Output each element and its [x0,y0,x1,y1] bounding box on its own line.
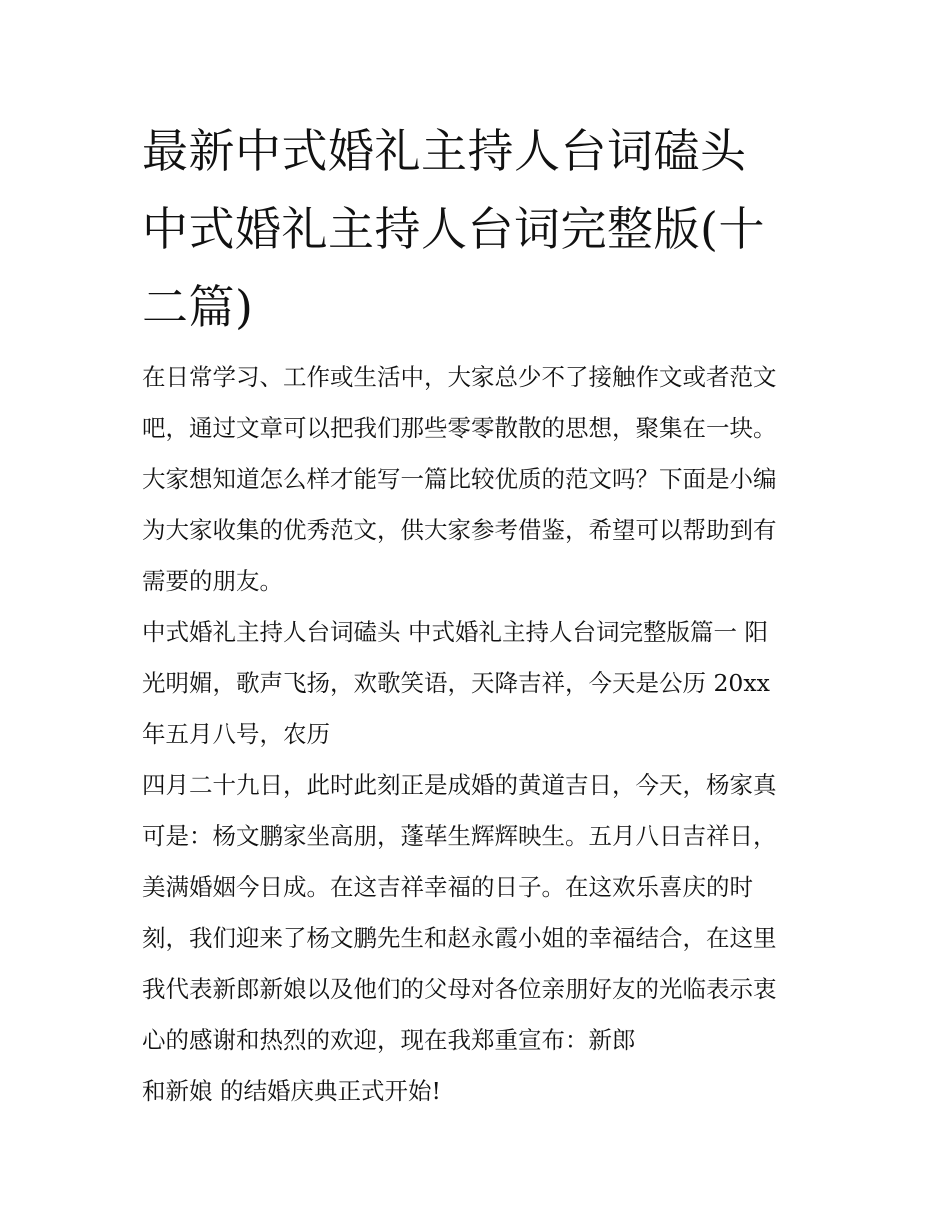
body-line: 中式婚礼主持人台词磕头 中式婚礼主持人台词完整版篇一 阳 [142,618,768,646]
body-line: 美满婚姻今日成。在这吉祥幸福的日子。在这欢乐喜庆的时 [142,873,753,901]
body-line: 为大家收集的优秀范文，供大家参考借鉴，希望可以帮助到有 [142,516,777,544]
body-line: 在日常学习、工作或生活中，大家总少不了接触作文或者范文 [142,363,777,391]
title-line: 二篇) [142,280,254,334]
document-title [142,112,822,346]
body-line: 四月二十九日，此时此刻正是成婚的黄道吉日，今天，杨家真 [142,771,777,799]
body-line: 我代表新郎新娘以及他们的父母对各位亲朋好友的光临表示衷 [142,975,777,1003]
document-body [142,352,822,1117]
body-line: 刻，我们迎来了杨文鹏先生和赵永霞小姐的幸福结合，在这里 [142,924,777,952]
body-line: 可是：杨文鹏家坐高朋，蓬荜生辉辉映生。五月八日吉祥日， [142,822,777,850]
body-line: 年五月八号，农历 [142,720,330,748]
body-line: 心的感谢和热烈的欢迎，现在我郑重宣布：新郎 [142,1026,636,1054]
body-line: 光明媚，歌声飞扬，欢歌笑语，天降吉祥，今天是公历 20xx [142,669,770,697]
title-line: 最新中式婚礼主持人台词磕头 [142,124,747,178]
body-line: 和新娘 的结婚庆典正式开始! [142,1077,441,1105]
body-line: 需要的朋友。 [142,567,283,595]
body-line: 吧，通过文章可以把我们那些零零散散的思想，聚集在一块。 [142,414,777,442]
body-line: 大家想知道怎么样才能写一篇比较优质的范文吗？下面是小编 [142,465,777,493]
title-line: 中式婚礼主持人台词完整版(十 [142,202,765,256]
